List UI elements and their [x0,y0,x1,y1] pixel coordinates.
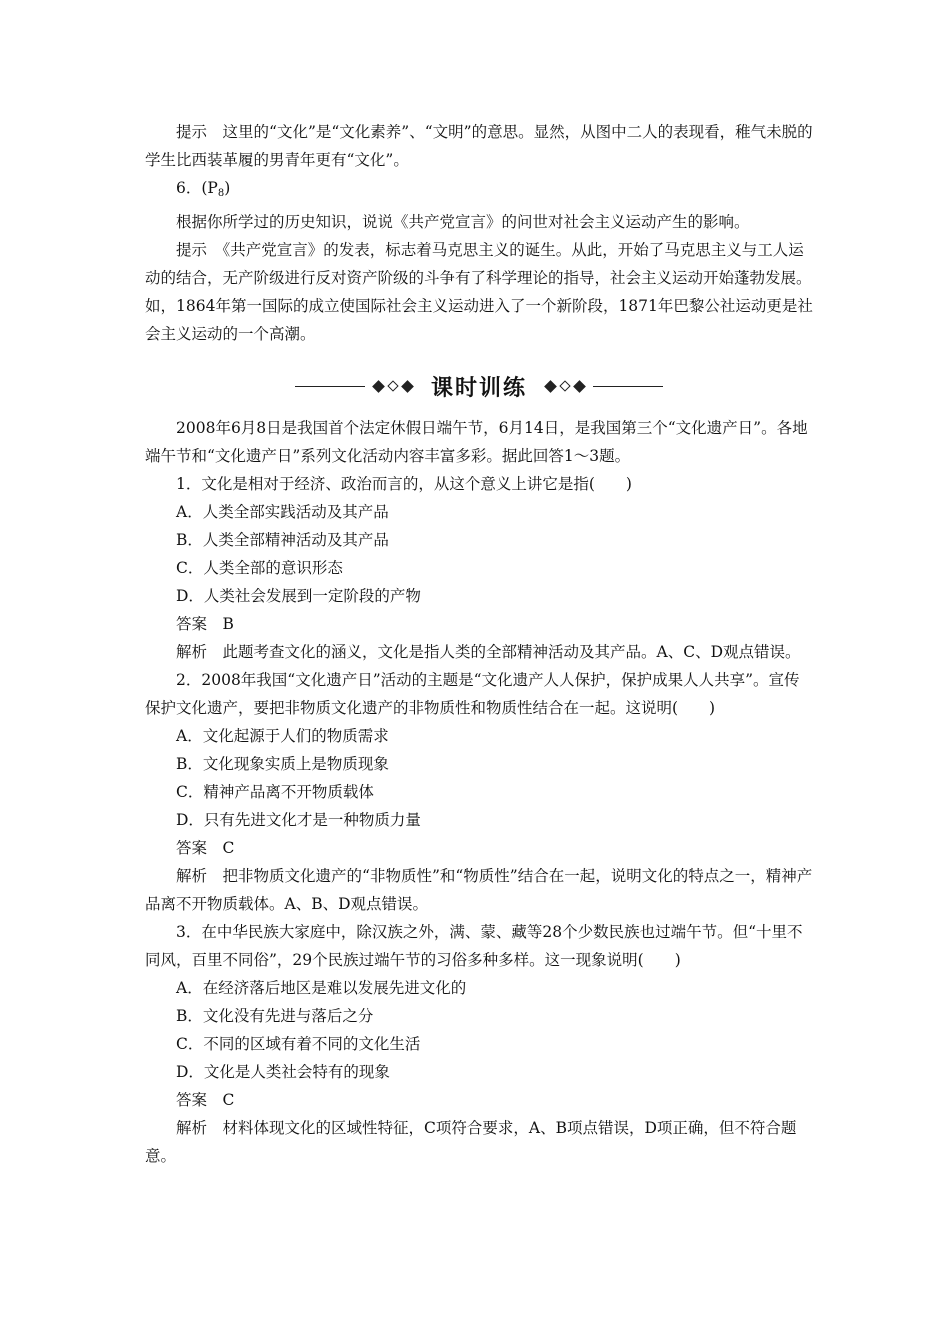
ornament-right-icon [543,382,587,391]
answer-label: 答案 [176,1091,208,1109]
question-1 [145,470,813,666]
answer-label: 答案 [176,839,208,857]
option-d: D．文化是人类社会特有的现象 [176,1063,390,1081]
answer-value: C [222,839,235,857]
hint-label: 提示 [176,241,208,259]
analysis-text: 把非物质文化遗产的“非物质性”和“物质性”结合在一起，说明文化的特点之一，精神产品离不开物质载体。A、B、D观点错误。 [145,867,813,913]
intro-paragraph: 2008年6月8日是我国首个法定休假日端午节，6月14日，是我国第三个“文化遗产日”。各地端午节和“文化遗产日”系列文化活动内容丰富多彩。据此回答1～3题。 [145,419,808,465]
hint-paragraph [145,118,813,174]
heading-rule-left [295,386,365,387]
answer-value: C [222,1091,235,1109]
analysis-line [145,862,813,918]
question-3 [145,918,813,1170]
question-6-hint [145,236,813,348]
hint-label: 提示 [176,123,208,141]
option-a: A．文化起源于人们的物质需求 [176,727,389,745]
section-title: 课时训练 [430,375,527,401]
question-stem: 1．文化是相对于经济、政治而言的，从这个意义上讲它是指( ) [176,475,632,493]
option-d: D．人类社会发展到一定阶段的产物 [176,587,421,605]
analysis-label: 解析 [176,643,208,661]
option-c: C．人类全部的意识形态 [176,559,343,577]
analysis-line [145,1114,813,1170]
option-c: C．不同的区域有着不同的文化生活 [176,1035,421,1053]
question-6-number [145,174,813,208]
answer-label: 答案 [176,615,208,633]
analysis-text: 材料体现文化的区域性特征，C项符合要求，A、B项点错误，D项正确，但不符合题意。 [145,1119,797,1165]
option-a: A．在经济落后地区是难以发展先进文化的 [176,979,467,997]
question-stem: 2．2008年我国“文化遗产日”活动的主题是“文化遗产人人保护，保护成果人人共享”。宣传保护文化遗产，要把非物质文化遗产的非物质性和物质性结合在一起。这说明( ) [145,671,800,717]
option-d: D．只有先进文化才是一种物质力量 [176,811,421,829]
option-a: A．人类全部实践活动及其产品 [176,503,389,521]
analysis-label: 解析 [176,1119,208,1137]
answer-line [145,1086,813,1114]
ornament-left-icon [371,382,415,391]
question-2 [145,666,813,918]
question-6-num: 6．(P [176,179,218,197]
analysis-line [145,638,813,666]
heading-rule-right [593,386,663,387]
analysis-text: 此题考查文化的涵义，文化是指人类的全部精神活动及其产品。A、C、D观点错误。 [222,643,801,661]
document-page [145,118,813,1170]
answer-line [145,834,813,862]
page-subscript: 8 [217,188,225,199]
option-b: B．人类全部精神活动及其产品 [176,531,389,549]
section-heading [145,366,813,406]
analysis-label: 解析 [176,867,208,885]
question-stem: 3．在中华民族大家庭中，除汉族之外，满、蒙、藏等28个少数民族也过端午节。但“十里不同风，百里不同俗”，29个民族过端午节的习俗多种多样。这一现象说明( ) [145,923,803,969]
option-b: B．文化没有先进与落后之分 [176,1007,374,1025]
option-c: C．精神产品离不开物质载体 [176,783,374,801]
question-6-close: ) [224,179,231,197]
answer-line [145,610,813,638]
answer-value: B [222,615,234,633]
question-6-text: 根据你所学过的历史知识，说说《共产党宣言》的问世对社会主义运动产生的影响。 [176,213,750,231]
option-b: B．文化现象实质上是物质现象 [176,755,389,773]
hint-text: 这里的“文化”是“文化素养”、“文明”的意思。显然，从图中二人的表现看，稚气未脱的学生比西装革履的男青年更有“文化”。 [145,123,813,169]
hint-text: 《共产党宣言》的发表，标志着马克思主义的诞生。从此，开始了马克思主义与工人运动的结合，无产阶级进行反对资产阶级的斗争有了科学理论的指导，社会主义运动开始蓬勃发展。如，1864年第一国际的成立使国际社会主义运动进入了一个新阶段，1871年巴黎公社运动更是社会主义运动的一个高潮。 [145,241,813,343]
